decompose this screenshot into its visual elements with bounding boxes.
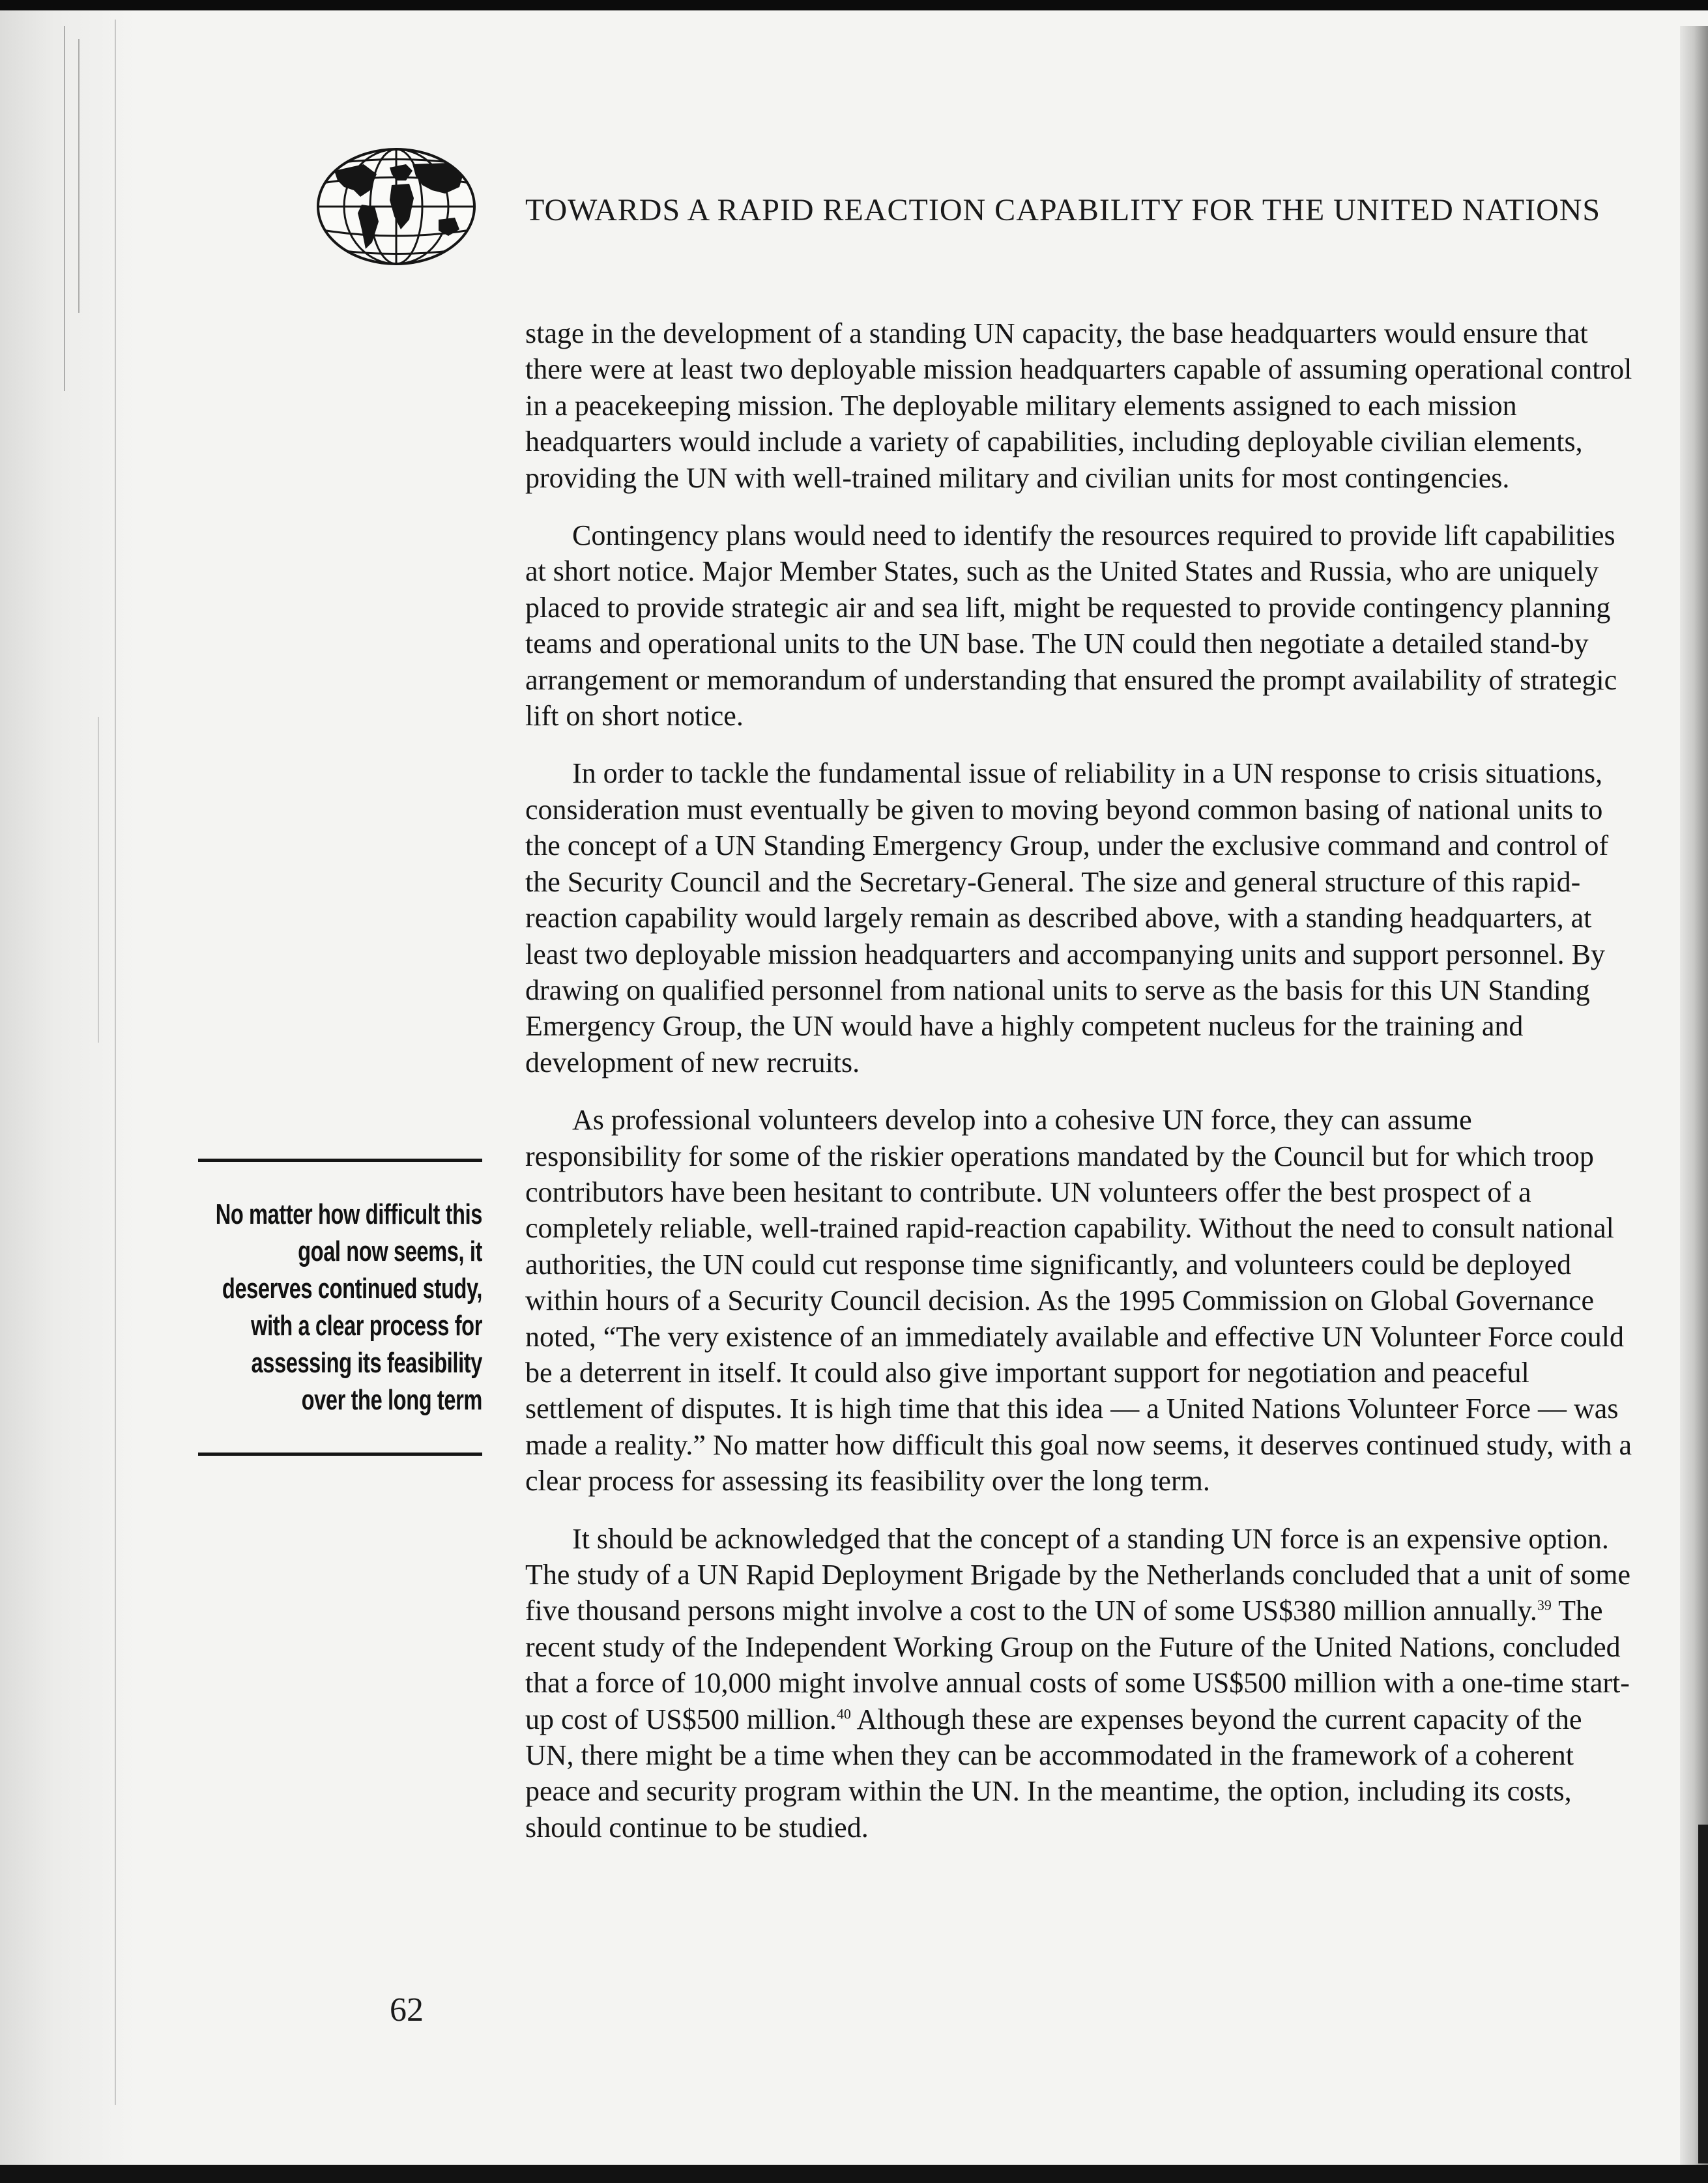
body-text — [525, 315, 1633, 1867]
globe-icon — [315, 145, 478, 268]
paragraph: In order to tackle the fundamental issue of reliability in a UN response to crisis situations, consideration must eventually be given to moving beyond common basing of national units to the concept of a UN Standing Emergency Group, under the exclusive command and control of the Security Council and the Secretary-General. The size and general structure of this rapid-reaction capability would largely remain as described above, with a standing headquarters, at least two deployable mission headquarters and accompanying units and support personnel. By drawing on qualified personnel from national units to serve as the basis for this UN Standing Emergency Group, the UN would have a highly competent nucleus for the training and development of new recruits. — [525, 757, 1609, 1078]
paragraph: As professional volunteers develop into a cohesive UN force, they can assume responsibility for some of the riskier operations mandated by the Council but for which troop contributors have been hesitant to contribute. UN volunteers offer the best prospect of a completely reliable, well-trained rapid-reaction capability. Without the need to consult national authorities, the UN could cut response time significantly, and volunteers could be deployed within hours of a Security Council decision. As the 1995 Commission on Global Governance noted, “The very existence of an immediately available and effective UN Volunteer Force could be a deterrent in itself. It could also give important support for negotiation and peaceful settlement of disputes. It is high time that this idea — a United Nations Volunteer Force — was made a reality.” No matter how difficult this goal now seems, it deserves continued study, with a clear process for assessing its feasibility over the long term. — [525, 1104, 1632, 1497]
binding-mark — [64, 26, 65, 391]
paragraph-text: It should be acknowledged that the concept of a standing UN force is an expensive option. The study of a UN Rapid Deployment Brigade by the Netherlands concluded that a unit of some five thousand persons might involve a cost to the UN of some US$380 million annually. — [525, 1522, 1631, 1627]
paragraph: stage in the development of a standing UN capacity, the base headquarters would ensure that there were at least two deployable mission headquarters capable of assuming operational control in a peacekeeping mission. The deployable military elements assigned to each mission headquarters would include a variety of capabilities, including deployable civilian elements, providing the UN with well-trained military and civilian units for most contingencies. — [525, 317, 1632, 494]
scan-edge-right — [1698, 1825, 1708, 2163]
running-head: TOWARDS A RAPID REACTION CAPABILITY FOR THE UNITED NATIONS — [525, 193, 1601, 227]
binding-mark — [98, 717, 99, 1043]
scan-shadow-left — [0, 10, 137, 2165]
scan-border-top — [0, 0, 1708, 10]
page-number: 62 — [390, 1991, 424, 2029]
scan-border-bottom — [0, 2165, 1708, 2183]
paragraph-text: The recent study of the Independent Working Group on the Future of the United Nations, concluded that a force of 10,000 might involve annual costs of some US$500 million with a one-time start-up cost of US$500 million. — [525, 1595, 1630, 1735]
footnote-ref[interactable]: 40 — [836, 1705, 851, 1722]
pull-quote-text: No matter how difficult this goal now seems, it deserves continued study, with a clear process for assessing its feasibility over the long term — [215, 1198, 482, 1416]
paragraph — [525, 1521, 1633, 1846]
binding-mark — [78, 39, 80, 313]
paragraph-text: Although these are expenses beyond the current capacity of the UN, there might be a time when they can be accommodated in the framework of a coherent peace and security program within the UN. In the meantime, the option, including its costs, should continue to be studied. — [525, 1703, 1582, 1843]
binding-mark — [115, 20, 116, 2105]
pull-quote — [198, 1159, 482, 1456]
footnote-ref[interactable]: 39 — [1537, 1597, 1552, 1613]
pull-quote-rule-top — [198, 1159, 482, 1162]
pull-quote-rule-bottom — [198, 1453, 482, 1456]
paragraph: Contingency plans would need to identify the resources required to provide lift capabilities at short notice. Major Member States, such as the United States and Russia, who are uniquely placed to provide strategic air and sea lift, might be requested to provide contingency planning teams and operational units to the UN base. The UN could then negotiate a detailed stand-by arrangement or memorandum of understanding that ensured the prompt availability of strategic lift on short notice. — [525, 519, 1617, 732]
